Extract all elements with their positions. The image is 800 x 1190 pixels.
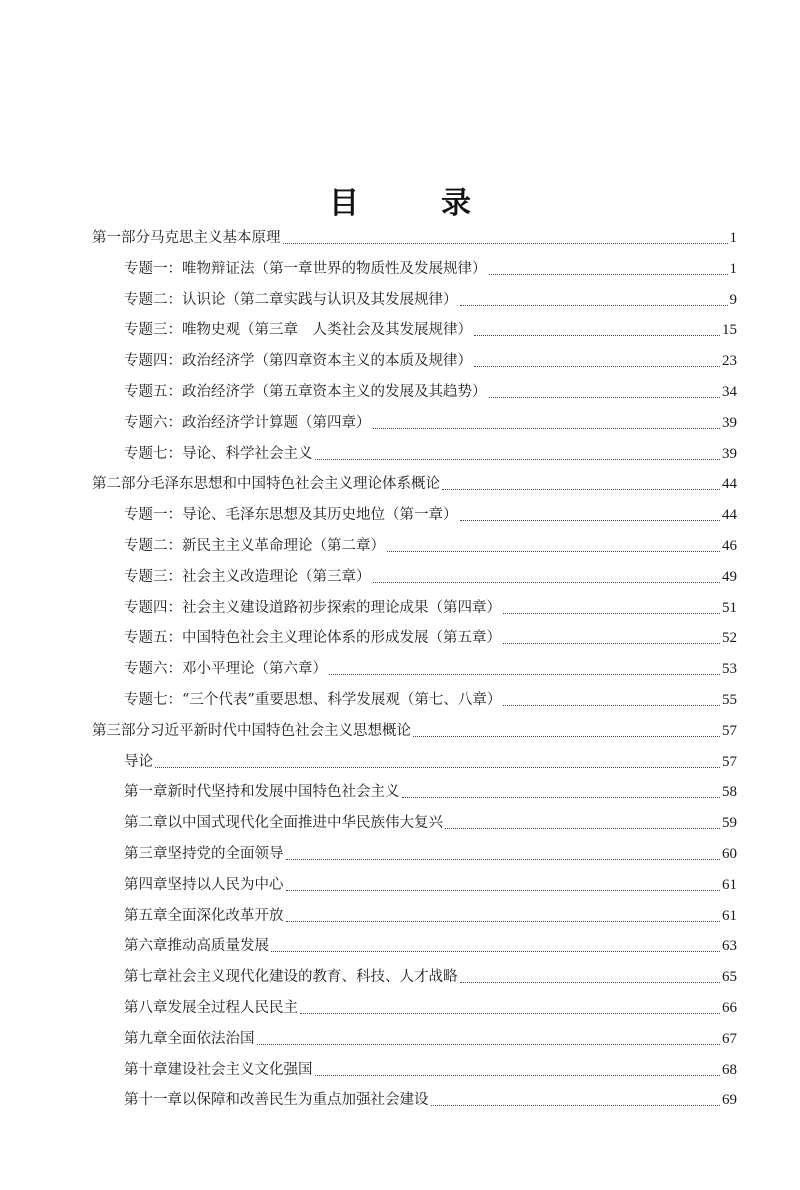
toc-entry <box>124 565 737 589</box>
toc-entry <box>124 965 737 989</box>
toc-page-number: 1 <box>729 260 737 277</box>
toc-dot-leader <box>373 582 721 583</box>
toc-entry-title: 专题六：政治经济学计算题（第四章） <box>124 414 371 431</box>
toc-entry <box>124 288 737 312</box>
toc-entry-title: 第五章全面深化改革开放 <box>124 907 284 924</box>
toc-entry <box>124 657 737 681</box>
toc-entry <box>124 842 737 866</box>
toc-entry-title: 专题一：导论、毛泽东思想及其历史地位（第一章） <box>124 507 458 524</box>
toc-dot-leader <box>286 890 721 891</box>
toc-page-number: 49 <box>722 568 737 585</box>
toc-entry <box>124 750 737 774</box>
toc-entry-title: 专题六：邓小平理论（第六章） <box>124 661 327 678</box>
toc-dot-leader <box>489 274 728 275</box>
toc-entry-title: 专题五：政治经济学（第五章资本主义的发展及其趋势） <box>124 384 487 400</box>
toc-entry-title: 第三部分习近平新时代中国特色社会主义思想概论 <box>92 722 411 739</box>
toc-page-number: 57 <box>722 722 737 739</box>
toc-page-number: 59 <box>722 815 737 832</box>
toc-dot-leader <box>315 1075 721 1076</box>
toc-entry-title: 第六章推动高质量发展 <box>124 938 269 955</box>
toc-entry <box>124 503 737 527</box>
toc-entry-title: 专题七：“三个代表”重要思想、科学发展观（第七、八章） <box>124 692 502 708</box>
toc-entry-title: 专题三：唯物史观（第三章 人类社会及其发展规律） <box>124 322 472 339</box>
toc-dot-leader <box>402 797 721 798</box>
toc-dot-leader <box>413 736 720 737</box>
toc-entry-title: 第四章坚持以人民为中心 <box>124 876 284 893</box>
toc-dot-leader <box>329 674 720 675</box>
toc-page-number: 9 <box>729 291 737 308</box>
toc-entry <box>124 996 737 1020</box>
toc-page-number: 53 <box>722 661 737 678</box>
toc-entry <box>124 934 737 958</box>
toc-entry <box>124 688 737 712</box>
toc-entry <box>124 411 737 435</box>
toc-dot-leader <box>460 982 721 983</box>
toc-entry <box>124 257 737 281</box>
toc-entry <box>124 442 737 466</box>
toc-dot-leader <box>283 243 728 244</box>
toc-page-number: 15 <box>722 322 737 339</box>
toc-entry <box>124 1027 737 1051</box>
toc-entry-title: 专题七：导论、科学社会主义 <box>124 445 313 462</box>
toc-page-number: 44 <box>722 507 737 524</box>
toc-page-number: 65 <box>722 969 737 986</box>
toc-page-number: 61 <box>722 907 737 924</box>
toc-entry <box>124 534 737 558</box>
toc-part-entry <box>92 472 737 496</box>
toc-page-number: 39 <box>722 414 737 431</box>
toc-page-number: 55 <box>722 692 737 708</box>
toc-entry-title: 第一部分马克思主义基本原理 <box>92 230 281 246</box>
toc-page-number: 44 <box>722 476 737 493</box>
toc-dot-leader <box>431 1105 721 1106</box>
toc-dot-leader <box>442 489 720 490</box>
toc-dot-leader <box>155 767 720 768</box>
toc-dot-leader <box>300 1013 720 1014</box>
toc-dot-leader <box>445 828 720 829</box>
toc-page-number: 67 <box>722 1030 737 1047</box>
toc-dot-leader <box>315 459 721 460</box>
toc-entry-title: 第二部分毛泽东思想和中国特色社会主义理论体系概论 <box>92 476 440 493</box>
toc-page-number: 61 <box>722 876 737 893</box>
toc-page-number: 58 <box>722 784 737 801</box>
toc-dot-leader <box>286 921 721 922</box>
toc-page-number: 69 <box>722 1092 737 1109</box>
toc-entry <box>124 318 737 342</box>
toc-dot-leader <box>503 705 720 706</box>
toc-page-number: 63 <box>722 938 737 955</box>
toc-entry-title: 第八章发展全过程人民民主 <box>124 1000 298 1016</box>
toc-page-number: 52 <box>722 630 737 647</box>
toc-entry <box>124 904 737 928</box>
toc-entry <box>124 780 737 804</box>
toc-dot-leader <box>503 643 720 644</box>
toc-entry-title: 专题四：社会主义建设道路初步探索的理论成果（第四章） <box>124 599 501 616</box>
toc-entry-title: 第十章建设社会主义文化强国 <box>124 1061 313 1078</box>
toc-entry-title: 第九章全面依法治国 <box>124 1030 255 1047</box>
toc-page-number: 46 <box>722 538 737 554</box>
toc-entry-title: 第三章坚持党的全面领导 <box>124 846 284 862</box>
toc-dot-leader <box>503 613 720 614</box>
toc-entry-title: 专题二：新民主主义革命理论（第二章） <box>124 538 385 554</box>
toc-entry <box>124 349 737 373</box>
toc-dot-leader <box>474 335 720 336</box>
toc-entry <box>124 873 737 897</box>
toc-dot-leader <box>489 397 721 398</box>
toc-part-entry <box>92 719 737 743</box>
toc-entry-title: 专题五：中国特色社会主义理论体系的形成发展（第五章） <box>124 630 501 647</box>
toc-page-number: 57 <box>722 753 737 770</box>
toc-dot-leader <box>460 305 728 306</box>
toc-entry-title: 专题三：社会主义改造理论（第三章） <box>124 568 371 585</box>
toc-entry-title: 专题二：认识论（第二章实践与认识及其发展规律） <box>124 291 458 308</box>
toc-dot-leader <box>257 1044 721 1045</box>
toc-entry-title: 第一章新时代坚持和发展中国特色社会主义 <box>124 784 400 801</box>
toc-page-number: 39 <box>722 445 737 462</box>
toc-dot-leader <box>387 551 720 552</box>
toc-entry-title: 专题一：唯物辩证法（第一章世界的物质性及发展规律） <box>124 260 487 277</box>
toc-page-number: 1 <box>729 230 737 246</box>
toc-part-entry <box>92 226 737 250</box>
toc-dot-leader <box>271 951 720 952</box>
toc-page-number: 51 <box>722 599 737 616</box>
toc-entry-title: 第七章社会主义现代化建设的教育、科技、人才战略 <box>124 969 458 986</box>
page-title: 目 录 <box>329 186 497 221</box>
toc-entry <box>124 626 737 650</box>
toc-dot-leader <box>460 520 721 521</box>
toc-entry <box>124 1058 737 1082</box>
toc-page-number: 60 <box>722 846 737 862</box>
toc-dot-leader <box>286 859 721 860</box>
toc-entry-title: 专题四：政治经济学（第四章资本主义的本质及规律） <box>124 353 472 370</box>
toc-page-number: 34 <box>722 384 737 400</box>
toc-dot-leader <box>373 428 721 429</box>
toc-page-number: 23 <box>722 353 737 370</box>
toc-entry <box>124 1088 737 1112</box>
toc-entry <box>124 380 737 404</box>
toc-entry <box>124 811 737 835</box>
toc-dot-leader <box>474 366 720 367</box>
toc-page-number: 66 <box>722 1000 737 1016</box>
toc-entry-title: 第二章以中国式现代化全面推进中华民族伟大复兴 <box>124 815 443 832</box>
toc-page-number: 68 <box>722 1061 737 1078</box>
toc-entry-title: 导论 <box>124 753 153 770</box>
toc-entry <box>124 596 737 620</box>
toc-entry-title: 第十一章以保障和改善民生为重点加强社会建设 <box>124 1092 429 1109</box>
